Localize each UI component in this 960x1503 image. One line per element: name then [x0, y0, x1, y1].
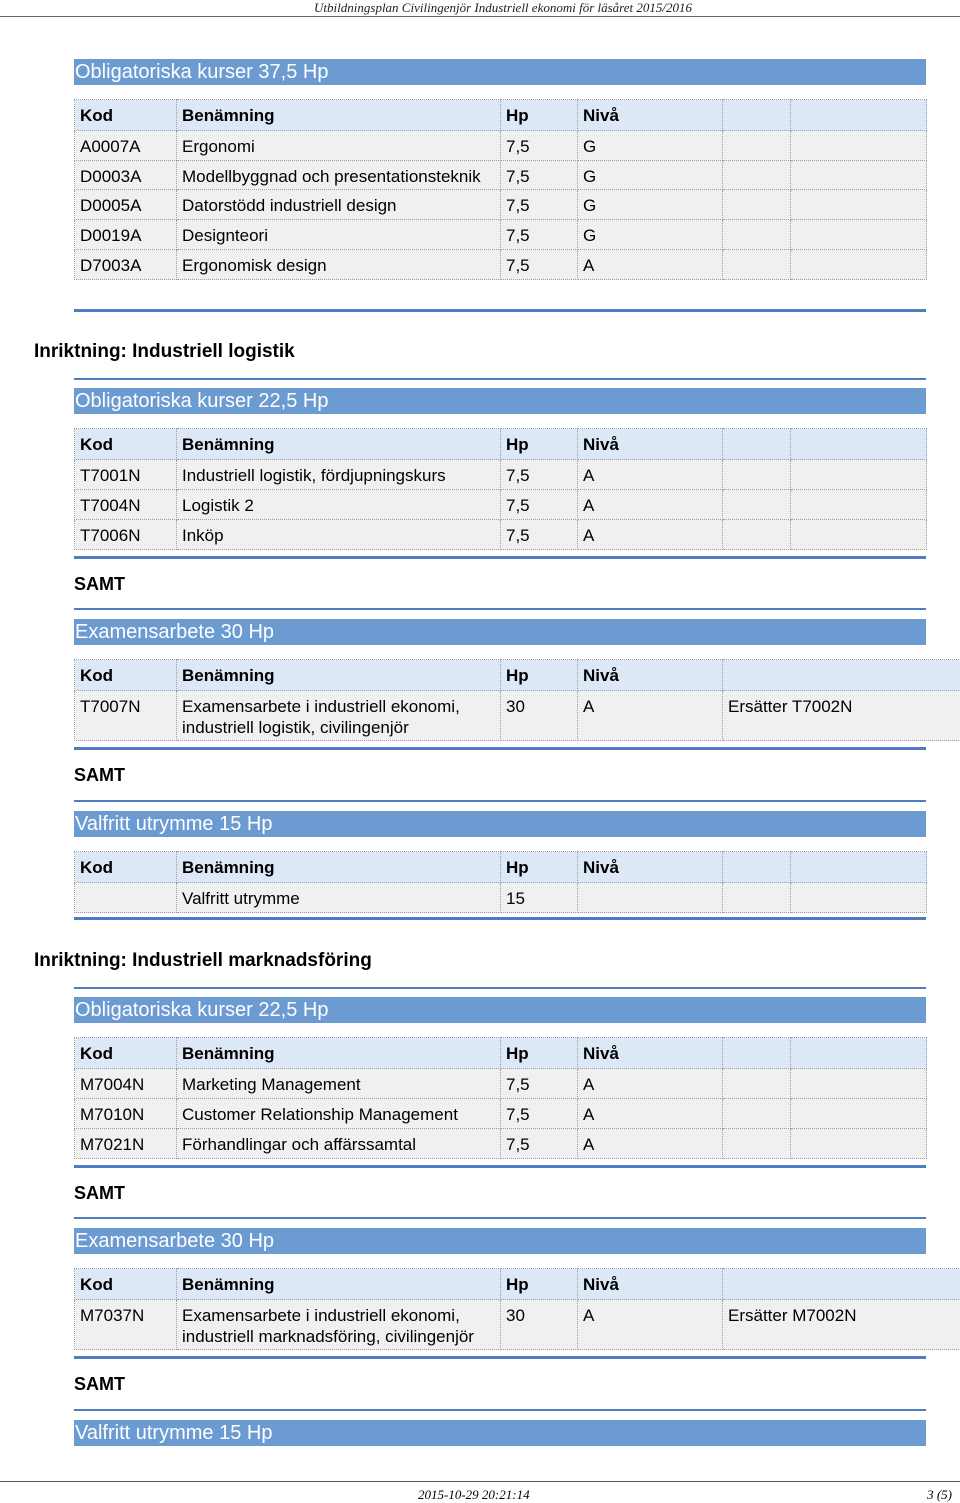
cell-namn: Logistik 2 — [177, 490, 501, 520]
cell-hp: 7,5 — [501, 1129, 578, 1159]
cell-hp: 30 — [501, 1300, 578, 1350]
table-row — [75, 520, 927, 550]
col-niva: Nivå — [578, 100, 723, 131]
table-row — [75, 1069, 927, 1099]
cell-hp: 7,5 — [501, 190, 578, 220]
col-niva: Nivå — [578, 1269, 723, 1300]
table-divider — [74, 556, 926, 559]
section-title: Examensarbete 30 Hp — [74, 619, 926, 645]
cell-niva: A — [578, 1099, 723, 1129]
cell-niva: G — [578, 190, 723, 220]
table-row — [75, 131, 927, 161]
section-title: Examensarbete 30 Hp — [74, 1228, 926, 1254]
cell-niva: G — [578, 220, 723, 250]
cell-namn: Examensarbete i industriell ekonomi, industriell logistik, civilingenjör — [177, 691, 501, 741]
cell-kod: D0003A — [75, 161, 177, 190]
cell-hp: 7,5 — [501, 1099, 578, 1129]
cell-niva: G — [578, 161, 723, 190]
cell-kod: T7007N — [75, 691, 177, 741]
cell-namn: Designteori — [177, 220, 501, 250]
cell-niva: A — [578, 460, 723, 490]
cell-hp: 7,5 — [501, 220, 578, 250]
col-benamning: Benämning — [177, 100, 501, 131]
table-header-row — [75, 100, 927, 131]
cell-namn: Examensarbete i industriell ekonomi, industriell marknadsföring, civilingenjör — [177, 1300, 501, 1350]
col-benamning: Benämning — [177, 1269, 501, 1300]
cell-namn: Industriell logistik, fördjupningskurs — [177, 460, 501, 490]
table-row — [75, 1129, 927, 1159]
table-row — [75, 1099, 927, 1129]
cell-namn: Customer Relationship Management — [177, 1099, 501, 1129]
col-hp: Hp — [501, 660, 578, 691]
cell-note: Ersätter T7002N — [723, 691, 960, 741]
col-kod: Kod — [75, 1038, 177, 1069]
table-header-row — [75, 429, 927, 460]
cell-hp: 7,5 — [501, 520, 578, 550]
table-header-row — [75, 1269, 960, 1300]
course-table — [74, 99, 927, 280]
section-rule — [74, 608, 926, 610]
cell-kod: M7004N — [75, 1069, 177, 1099]
col-niva: Nivå — [578, 660, 723, 691]
cell-kod — [75, 883, 177, 913]
col-hp: Hp — [501, 429, 578, 460]
cell-niva: A — [578, 1069, 723, 1099]
course-table — [74, 659, 960, 741]
cell-hp: 7,5 — [501, 131, 578, 161]
section-rule — [74, 1409, 926, 1411]
cell-kod: M7037N — [75, 1300, 177, 1350]
samt-label: SAMT — [74, 574, 125, 594]
table-row — [75, 460, 927, 490]
table-divider — [74, 1356, 926, 1359]
section-rule — [74, 1217, 926, 1219]
cell-niva: A — [578, 691, 723, 741]
cell-namn: Ergonomisk design — [177, 250, 501, 280]
col-empty — [791, 100, 927, 131]
cell-kod: T7004N — [75, 490, 177, 520]
course-table — [74, 851, 927, 913]
cell-hp: 7,5 — [501, 460, 578, 490]
cell-namn: Ergonomi — [177, 131, 501, 161]
col-benamning: Benämning — [177, 852, 501, 883]
cell-niva: A — [578, 520, 723, 550]
table-divider — [74, 917, 926, 920]
samt-label: SAMT — [74, 1374, 125, 1394]
cell-kod: D0005A — [75, 190, 177, 220]
col-niva: Nivå — [578, 852, 723, 883]
course-table — [74, 1268, 960, 1350]
col-benamning: Benämning — [177, 1038, 501, 1069]
col-hp: Hp — [501, 100, 578, 131]
col-benamning: Benämning — [177, 660, 501, 691]
col-hp: Hp — [501, 1269, 578, 1300]
cell-kod: M7021N — [75, 1129, 177, 1159]
inriktning-heading: Inriktning: Industriell logistik — [34, 341, 295, 362]
cell-namn: Valfritt utrymme — [177, 883, 501, 913]
col-hp: Hp — [501, 852, 578, 883]
samt-label: SAMT — [74, 1183, 125, 1203]
col-niva: Nivå — [578, 429, 723, 460]
section-title: Obligatoriska kurser 22,5 Hp — [74, 997, 926, 1023]
footer-date: 2015-10-29 20:21:14 — [418, 1487, 530, 1502]
cell-niva: G — [578, 131, 723, 161]
cell-kod: M7010N — [75, 1099, 177, 1129]
course-table — [74, 1037, 927, 1159]
table-divider — [74, 1165, 926, 1168]
table-divider — [74, 309, 926, 312]
cell-niva — [578, 883, 723, 913]
table-row — [75, 220, 927, 250]
cell-niva: A — [578, 250, 723, 280]
page-number: 3 (5) — [927, 1487, 952, 1502]
col-empty — [723, 100, 791, 131]
header-title: Utbildningsplan Civilingenjör Industriell ekonomi för läsåret 2015/2016 — [314, 0, 692, 15]
header-rule — [0, 16, 960, 17]
cell-kod: D7003A — [75, 250, 177, 280]
section-title: Valfritt utrymme 15 Hp — [74, 811, 926, 837]
table-row — [75, 691, 960, 741]
cell-namn: Datorstödd industriell design — [177, 190, 501, 220]
section-rule — [74, 800, 926, 802]
section-title: Obligatoriska kurser 37,5 Hp — [74, 59, 926, 85]
table-row — [75, 250, 927, 280]
cell-hp: 7,5 — [501, 161, 578, 190]
cell-note: Ersätter M7002N — [723, 1300, 960, 1350]
table-row — [75, 1300, 960, 1350]
cell-hp: 7,5 — [501, 490, 578, 520]
course-table — [74, 428, 927, 550]
table-divider — [74, 747, 926, 750]
section-rule — [74, 378, 926, 380]
cell-hp: 15 — [501, 883, 578, 913]
table-header-row — [75, 660, 960, 691]
cell-namn: Modellbyggnad och presentationsteknik — [177, 161, 501, 190]
cell-kod: T7006N — [75, 520, 177, 550]
table-row — [75, 190, 927, 220]
col-kod: Kod — [75, 852, 177, 883]
page-header — [0, 0, 960, 16]
cell-kod: D0019A — [75, 220, 177, 250]
table-row — [75, 161, 927, 190]
table-row — [75, 883, 927, 913]
col-kod: Kod — [75, 100, 177, 131]
cell-kod: T7001N — [75, 460, 177, 490]
table-header-row — [75, 852, 927, 883]
footer-rule — [0, 1481, 960, 1482]
cell-namn: Förhandlingar och affärssamtal — [177, 1129, 501, 1159]
cell-hp: 7,5 — [501, 250, 578, 280]
cell-hp: 7,5 — [501, 1069, 578, 1099]
section-title: Obligatoriska kurser 22,5 Hp — [74, 388, 926, 414]
table-header-row — [75, 1038, 927, 1069]
cell-namn: Marketing Management — [177, 1069, 501, 1099]
col-niva: Nivå — [578, 1038, 723, 1069]
samt-label: SAMT — [74, 765, 125, 785]
section-rule — [74, 987, 926, 989]
col-kod: Kod — [75, 429, 177, 460]
inriktning-heading: Inriktning: Industriell marknadsföring — [34, 950, 372, 971]
table-row — [75, 490, 927, 520]
cell-niva: A — [578, 490, 723, 520]
col-benamning: Benämning — [177, 429, 501, 460]
col-kod: Kod — [75, 660, 177, 691]
col-hp: Hp — [501, 1038, 578, 1069]
cell-kod: A0007A — [75, 131, 177, 161]
section-title: Valfritt utrymme 15 Hp — [74, 1420, 926, 1446]
col-kod: Kod — [75, 1269, 177, 1300]
cell-niva: A — [578, 1129, 723, 1159]
cell-niva: A — [578, 1300, 723, 1350]
cell-namn: Inköp — [177, 520, 501, 550]
cell-hp: 30 — [501, 691, 578, 741]
